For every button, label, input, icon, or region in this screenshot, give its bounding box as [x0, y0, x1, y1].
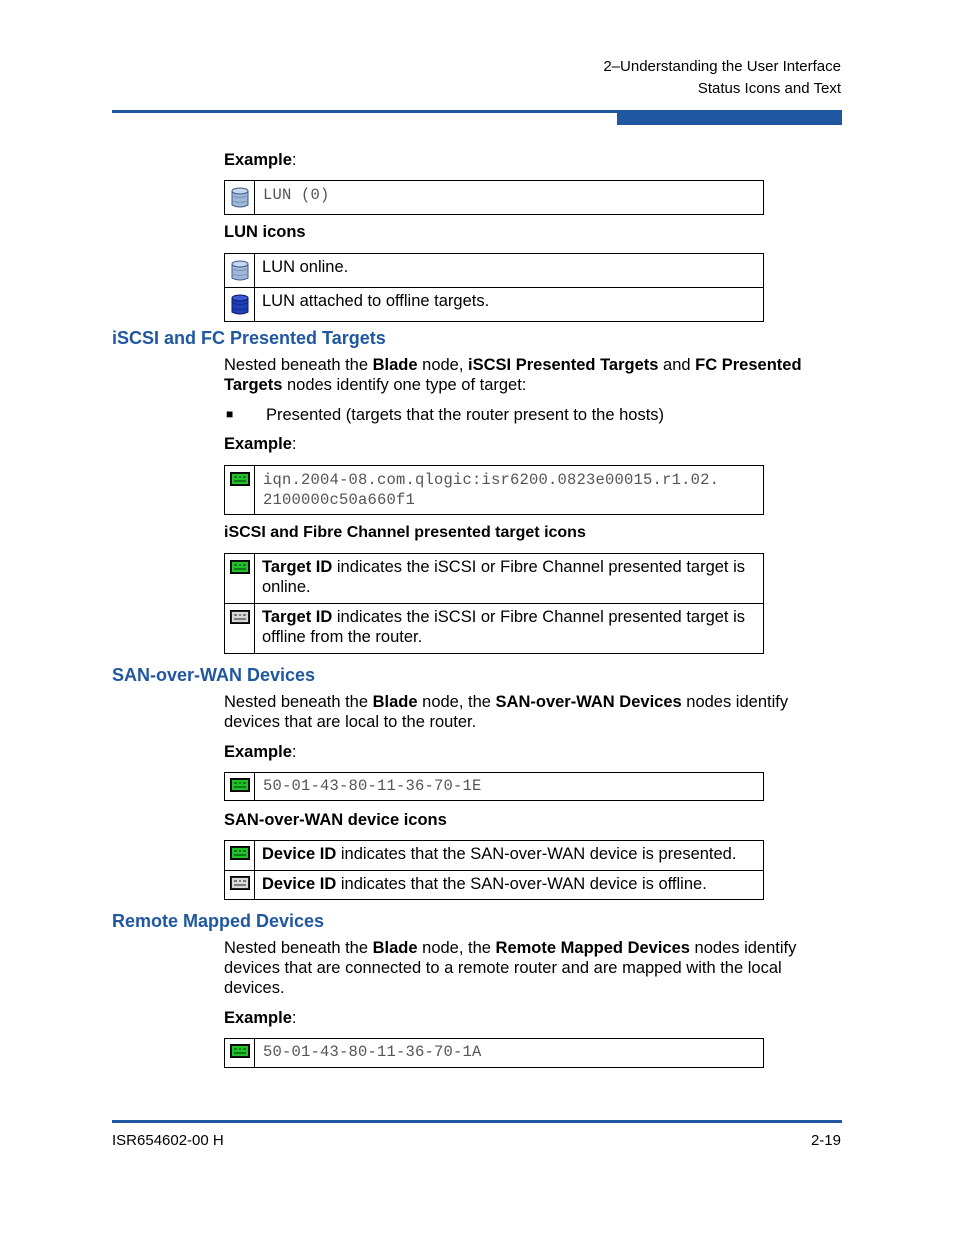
remote-example-value: 50-01-43-80-11-36-70-1A: [255, 1039, 764, 1068]
table-row: [225, 841, 764, 871]
device-presented-icon: [230, 1044, 250, 1058]
example-label: Example:: [224, 743, 297, 761]
table-row: [225, 554, 764, 604]
table-row: [225, 288, 764, 322]
lun-online-icon: [231, 260, 249, 282]
example-label: Example:: [224, 435, 297, 453]
sanwan-example-box: [224, 772, 764, 801]
target-online-desc: Target ID indicates the iSCSI or Fibre Channel presented target is online.: [255, 554, 764, 604]
lun-online-desc: LUN online.: [255, 254, 764, 288]
sanwan-intro: Nested beneath the Blade node, the SAN-over-WAN Devices nodes identify devices that are local to the router.: [224, 693, 789, 731]
device-presented-icon: [230, 778, 250, 792]
presented-example-box: [224, 465, 764, 515]
presented-icons-caption: iSCSI and Fibre Channel presented target icons: [224, 524, 586, 541]
table-row: [225, 254, 764, 288]
lun-online-icon: [231, 187, 249, 209]
footer-page-number: 2-19: [810, 1132, 841, 1149]
target-online-icon: [230, 560, 250, 574]
presented-icons-table: [224, 553, 764, 654]
presented-example-line2: 2100000c50a660f1: [263, 491, 416, 509]
lun-example-value: LUN (0): [255, 181, 764, 215]
lun-offline-targets-icon: [231, 294, 249, 316]
section-heading-presented-targets: iSCSI and FC Presented Targets: [112, 328, 386, 348]
section-heading-san-over-wan: SAN-over-WAN Devices: [112, 665, 316, 685]
bullet-marker: ■: [226, 407, 234, 421]
device-offline-icon: [230, 876, 250, 890]
header-tab-bar: [617, 110, 842, 125]
presented-example-line1: iqn.2004-08.com.qlogic:isr6200.0823e00015.r1.02.: [263, 471, 720, 489]
lun-icons-table: [224, 253, 764, 322]
lun-offline-desc: LUN attached to offline targets.: [255, 288, 764, 322]
lun-example-box: [224, 180, 764, 215]
remote-example-box: [224, 1038, 764, 1068]
remote-intro: Nested beneath the Blade node, the Remote Mapped Devices nodes identify devices that are connected to a remote router and are mapped with the local devices.: [224, 939, 797, 997]
running-header-chapter: 2–Understanding the User Interface: [603, 58, 841, 75]
sanwan-icons-caption: SAN-over-WAN device icons: [224, 811, 447, 829]
target-offline-icon: [230, 610, 250, 624]
target-online-icon: [230, 472, 250, 486]
section-heading-remote-mapped: Remote Mapped Devices: [112, 911, 325, 931]
device-offline-desc: Device ID indicates that the SAN-over-WAN device is offline.: [255, 871, 764, 900]
sanwan-icons-table: [224, 840, 764, 900]
example-label: Example:: [224, 1009, 297, 1027]
sanwan-example-value: 50-01-43-80-11-36-70-1E: [255, 773, 764, 801]
footer-rule: [112, 1120, 842, 1123]
bullet-text: Presented (targets that the router present to the hosts): [266, 406, 665, 424]
example-label: Example:: [224, 151, 297, 169]
lun-icons-caption: LUN icons: [224, 223, 306, 241]
device-presented-icon: [230, 846, 250, 860]
device-presented-desc: Device ID indicates that the SAN-over-WAN device is presented.: [255, 841, 764, 871]
footer-doc-id: ISR654602-00 H: [112, 1132, 224, 1149]
table-row: [225, 604, 764, 654]
running-header-section: Status Icons and Text: [697, 80, 841, 97]
target-offline-desc: Target ID indicates the iSCSI or Fibre Channel presented target is offline from the router.: [255, 604, 764, 654]
presented-intro: Nested beneath the Blade node, iSCSI Presented Targets and FC Presented Targets nodes identify one type of target:: [224, 356, 802, 394]
table-row: [225, 871, 764, 900]
